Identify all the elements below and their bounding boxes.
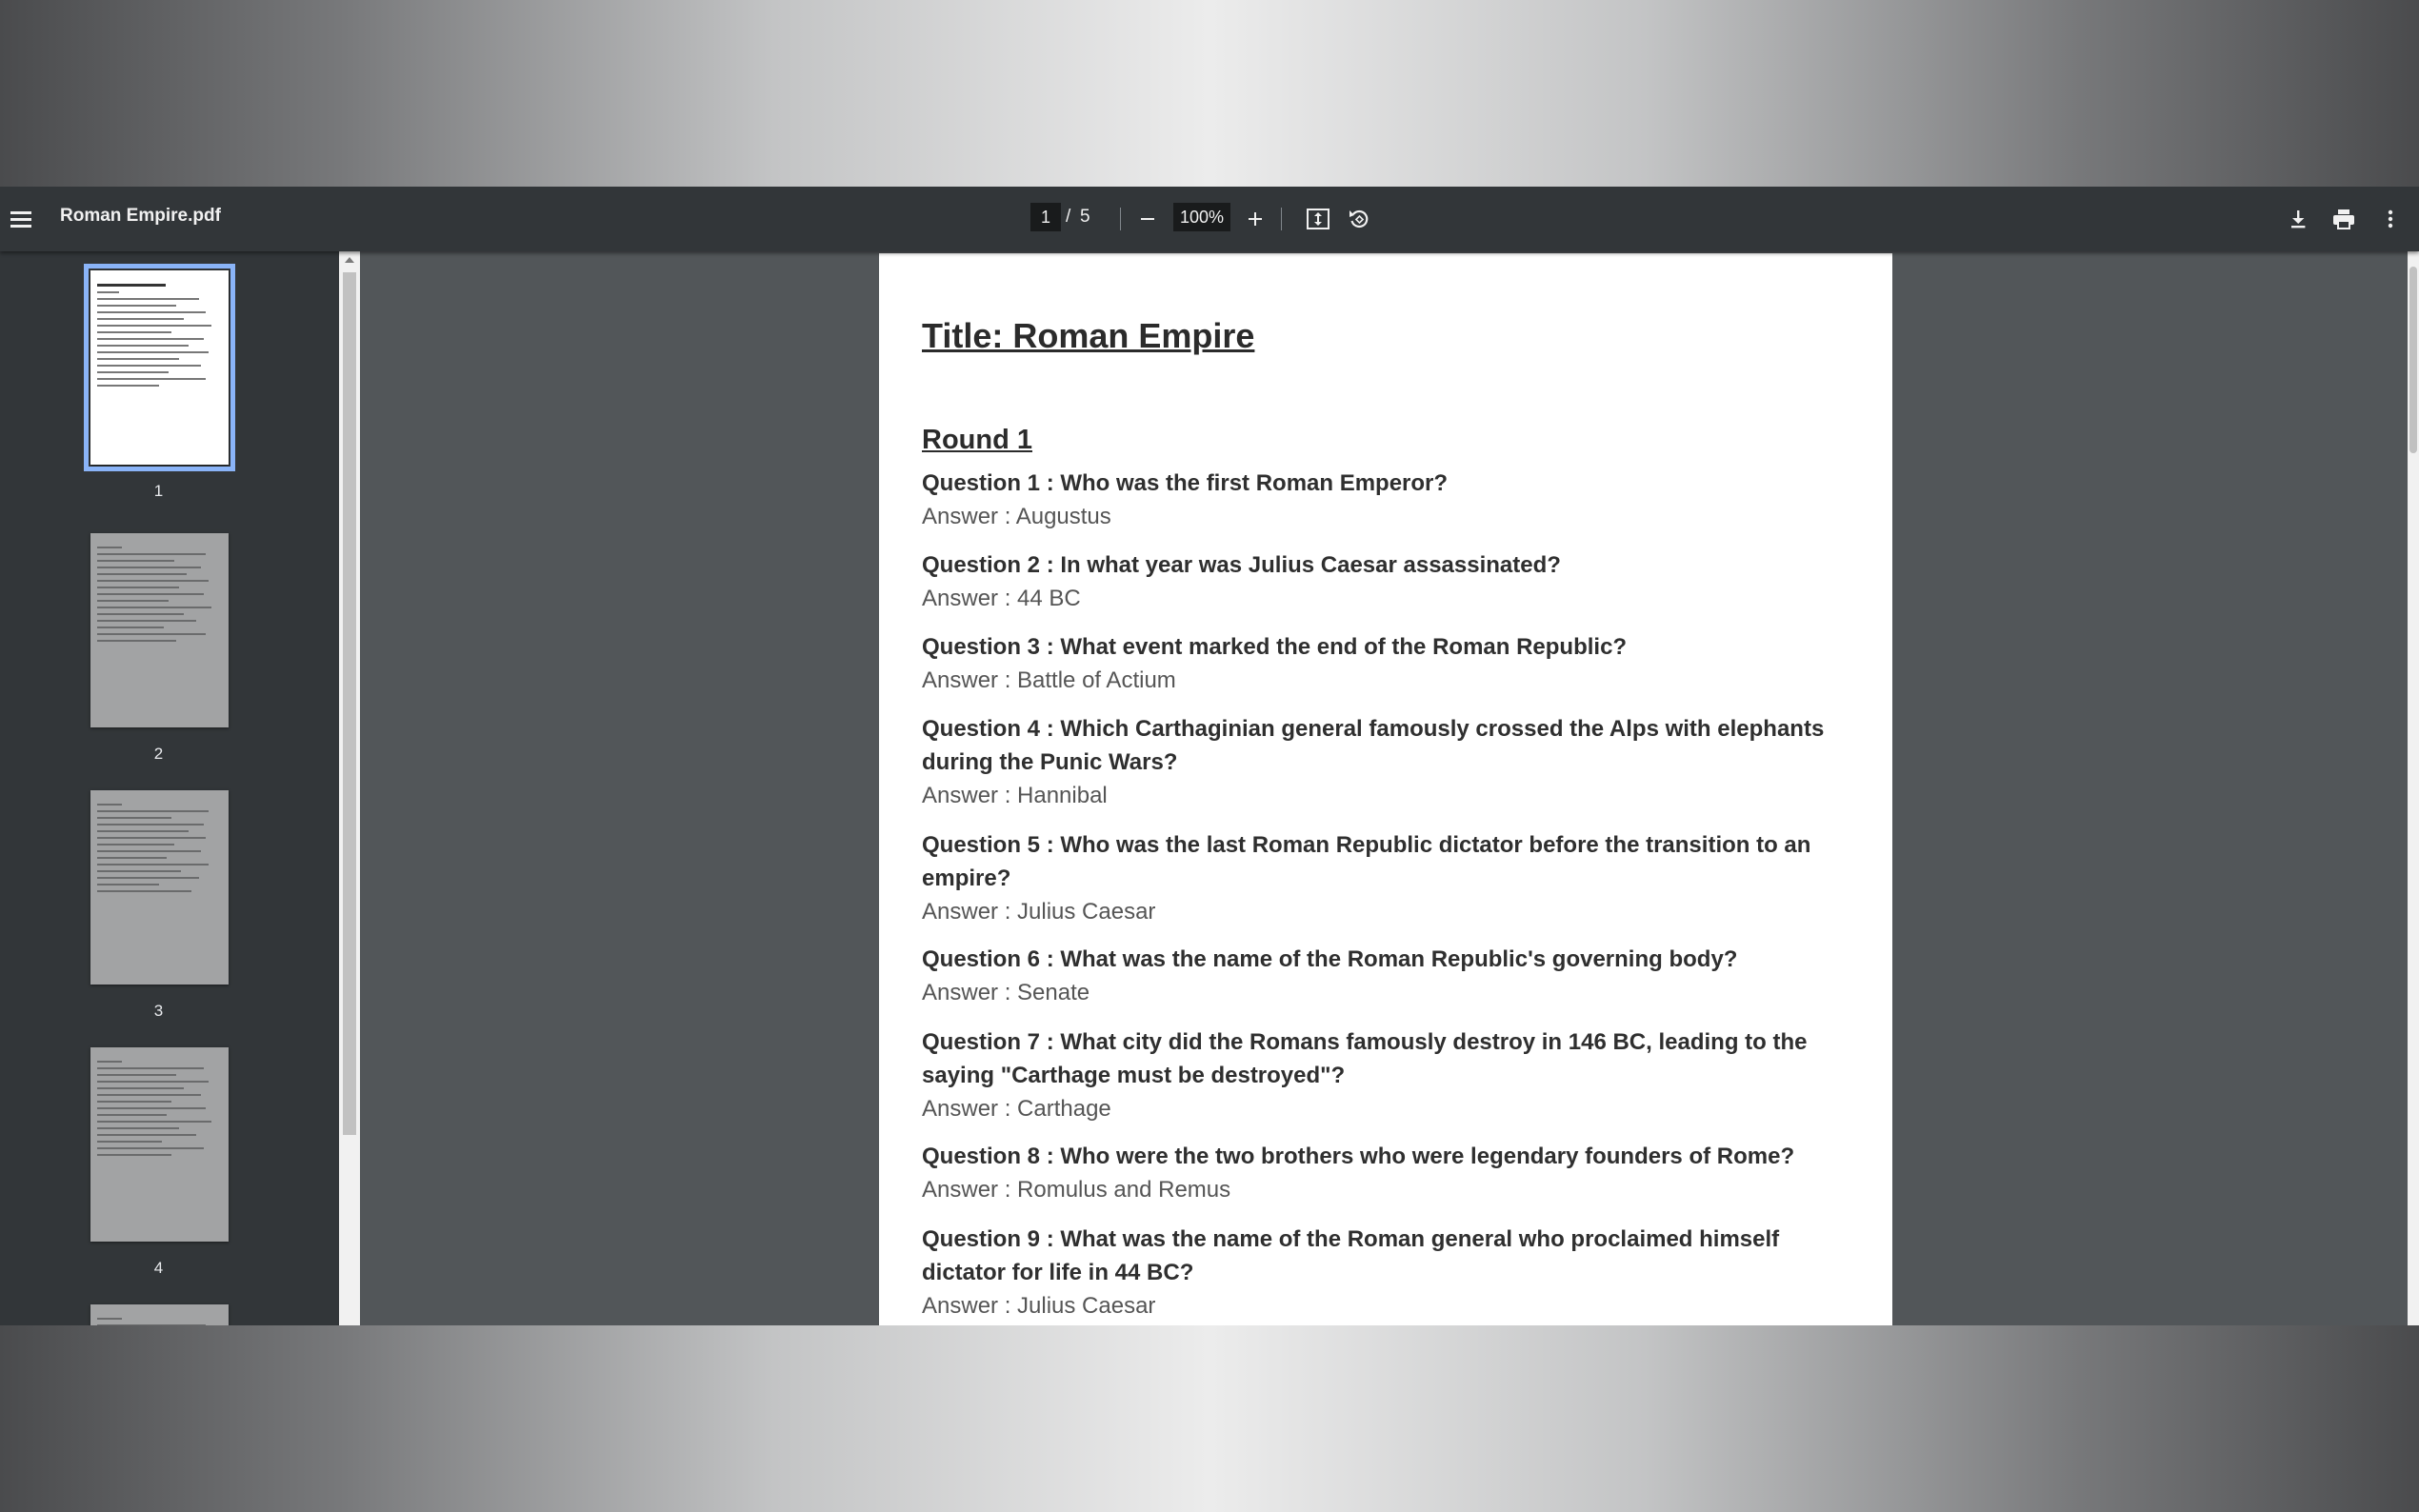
thumbnail-label: 3: [153, 1002, 164, 1020]
pdf-page: [879, 253, 1892, 1325]
download-button[interactable]: [2279, 200, 2317, 238]
thumbnail-label: 1: [153, 482, 164, 500]
zoom-in-button[interactable]: [1236, 200, 1274, 238]
qa-item: [922, 548, 1865, 616]
thumbnail-label: 4: [153, 1259, 164, 1277]
answer-text: Answer : Carthage: [922, 1096, 1111, 1122]
background-top: [0, 0, 2419, 187]
answer-text: Answer : 44 BC: [922, 586, 1081, 611]
hamburger-menu-icon: [10, 211, 31, 227]
qa-item: [922, 1223, 1865, 1323]
qa-item: [922, 1140, 1865, 1207]
thumbnail-image[interactable]: [90, 1304, 229, 1325]
qa-item: [922, 1025, 1865, 1126]
plus-icon: [1246, 209, 1265, 229]
answer-text: Answer : Augustus: [922, 504, 1111, 529]
download-icon: [2288, 209, 2309, 229]
more-vertical-icon: [2387, 209, 2394, 229]
print-button[interactable]: [2325, 200, 2363, 238]
question-text: Question 8 : Who were the two brothers who were legendary founders of Rome?: [922, 1144, 1795, 1169]
viewer-toolbar: [0, 187, 2419, 251]
qa-item: [922, 828, 1865, 929]
menu-button[interactable]: [2, 200, 40, 238]
page-separator: /: [1066, 207, 1071, 227]
question-text: Question 7 : What city did the Romans famously destroy in 146 BC, leading to the saying "Carthage must be destroyed"?: [922, 1029, 1808, 1088]
question-text: Question 9 : What was the name of the Roman general who proclaimed himself dictator for life in 44 BC?: [922, 1226, 1780, 1285]
thumbnail-sidebar: [0, 251, 339, 1325]
main-scroll-thumb[interactable]: [2409, 267, 2417, 453]
sidebar-scrollbar[interactable]: [339, 251, 360, 1325]
thumbnail-image[interactable]: [90, 533, 229, 727]
question-text: Question 1 : Who was the first Roman Emperor?: [922, 470, 1449, 496]
question-text: Question 5 : Who was the last Roman Republic dictator before the transition to an empire?: [922, 832, 1811, 891]
answer-text: Answer : Romulus and Remus: [922, 1177, 1231, 1203]
total-pages: 5: [1080, 207, 1090, 227]
scroll-up-arrow-icon[interactable]: [345, 257, 354, 263]
rotate-button[interactable]: [1340, 200, 1378, 238]
sidebar-scroll-thumb[interactable]: [343, 272, 356, 1135]
background-bottom: [0, 1325, 2419, 1512]
answer-text: Answer : Julius Caesar: [922, 1293, 1156, 1319]
minus-icon: [1138, 209, 1157, 229]
round-heading: Round 1: [922, 425, 1032, 455]
fit-to-page-icon: [1306, 207, 1330, 231]
zoom-out-button[interactable]: [1129, 200, 1167, 238]
qa-item: [922, 943, 1865, 1010]
question-text: Question 6 : What was the name of the Roman Republic's governing body?: [922, 946, 1738, 972]
thumbnail-image[interactable]: [90, 270, 229, 465]
thumbnail-image[interactable]: [90, 1047, 229, 1242]
answer-text: Answer : Senate: [922, 980, 1090, 1005]
thumbnail-image[interactable]: [90, 790, 229, 985]
document-title: Roman Empire.pdf: [60, 206, 221, 226]
pdf-viewer: [0, 187, 2419, 1325]
print-icon: [2331, 208, 2356, 230]
more-actions-button[interactable]: [2371, 200, 2409, 238]
question-text: Question 4 : Which Carthaginian general famously crossed the Alps with elephants during the Punic Wars?: [922, 716, 1825, 775]
answer-text: Answer : Hannibal: [922, 783, 1108, 808]
fit-to-page-button[interactable]: [1299, 200, 1337, 238]
toolbar-divider: [1281, 208, 1282, 230]
page-number-input[interactable]: [1030, 203, 1061, 231]
answer-text: Answer : Julius Caesar: [922, 899, 1156, 925]
qa-item: [922, 467, 1865, 534]
question-text: Question 3 : What event marked the end of the Roman Republic?: [922, 634, 1628, 660]
toolbar-divider: [1120, 208, 1121, 230]
qa-item: [922, 630, 1865, 698]
qa-item: [922, 712, 1865, 813]
question-text: Question 2 : In what year was Julius Caesar assassinated?: [922, 552, 1561, 578]
main-scrollbar[interactable]: [2408, 251, 2419, 1325]
answer-text: Answer : Battle of Actium: [922, 667, 1176, 693]
zoom-input[interactable]: [1173, 203, 1230, 231]
rotate-counterclockwise-icon: [1347, 207, 1371, 231]
thumbnail-label: 2: [153, 745, 164, 763]
page-title: Title: Roman Empire: [922, 316, 1255, 355]
